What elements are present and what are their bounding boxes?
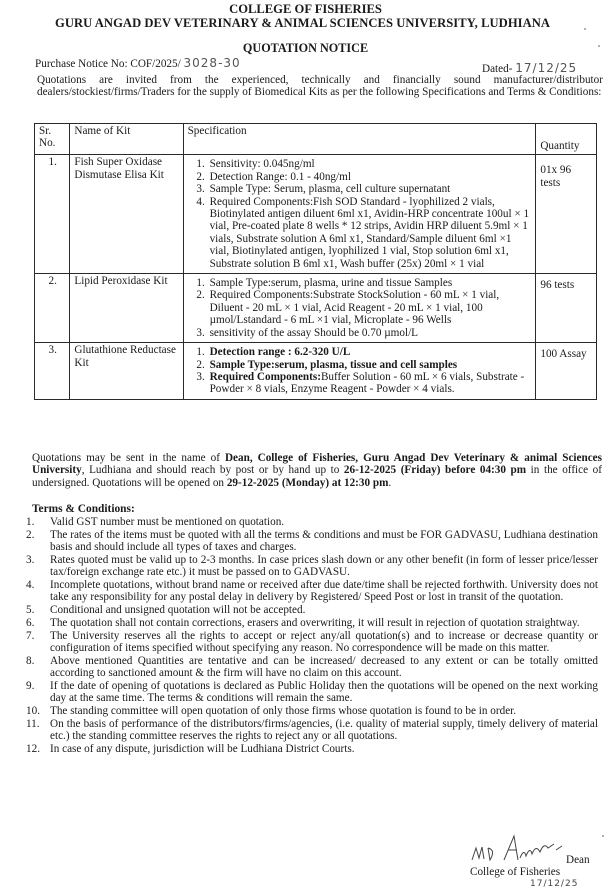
header-sr-no: Sr. No. xyxy=(35,124,70,155)
spec-item: 3. Required Components:Buffer Solution - 60 mL × 6 vials, Substrate - Powder × 8 vials, Enzyme Reagent - Powder × 4 vials. xyxy=(208,371,533,396)
scan-speck xyxy=(584,28,586,30)
term-item: 1. Valid GST number must be mentioned on quotation. xyxy=(26,516,285,528)
document-title: QUOTATION NOTICE xyxy=(242,41,369,55)
table-row xyxy=(35,274,597,343)
table-header-row xyxy=(35,124,597,155)
spec-item: 3. sensitivity of the assay Should be 0.70 µmol/L xyxy=(208,327,533,339)
term-item: 3. Rates quoted must be valid up to 2-3 months. In case prices slash down or any other benefit (in form of lesser price/lesser tax/foreign exchange rate etc.) it must be passed on to GADVASU. xyxy=(26,553,598,579)
term-item: 8. Above mentioned Quantities are tentative and can be increased/ decreased to any extent or can be totally omitted according to sanctioned amount & the firm will have no claim on this account. xyxy=(26,654,598,680)
spec-item: 2. Detection Range: 0.1 - 40ng/ml xyxy=(208,171,533,183)
submission-deadline: 26-12-2025 (Friday) before 04:30 pm xyxy=(343,464,527,477)
term-item: 4. Incomplete quotations, without brand name or received after due date/time shall be rejected forthwith. University does not take any responsibility for any postal delay in delivery by Registered/ Speed Post or lost in transit of the quotation. xyxy=(26,578,598,604)
table-row xyxy=(35,155,597,274)
header-quantity: Quantity xyxy=(536,124,597,155)
spec-item: 1. Detection range : 6.2-320 U/L xyxy=(208,346,533,358)
signature-date: 17/12/25 xyxy=(530,879,579,889)
purchase-notice-number xyxy=(35,57,241,71)
row-specification xyxy=(183,155,536,274)
row-specification xyxy=(183,274,536,343)
scan-speck xyxy=(598,45,600,47)
kit-specification-table xyxy=(34,123,597,400)
term-item: 6. The quotation shall not contain corrections, erasers and overwriting, it will result in rejection of quotation straightway. xyxy=(26,616,580,629)
opening-date: 29-12-2025 (Monday) at 12:30 pm xyxy=(226,476,389,489)
header-specification: Specification xyxy=(183,124,536,155)
signatory-designation: Dean xyxy=(566,854,590,866)
intro-paragraph: Quotations are invited from the experienced, technically and financially sound manufacturer/distributor dealers/stockiest/firms/Traders for the supply of Biomedical Kits as per the following Specifications and Terms & Conditions: xyxy=(37,74,603,99)
spec-item: 3. Sample Type: Serum, plasma, cell culture supernatant xyxy=(208,183,533,195)
header-name-of-kit: Name of Kit xyxy=(70,124,183,155)
terms-list xyxy=(24,516,598,756)
term-item: 10. The standing committee will open quotation of only those firms whose quotation is found to be in order. xyxy=(26,704,517,717)
term-item: 12. In case of any dispute, jurisdiction will be Ludhiana District Courts. xyxy=(26,742,355,755)
term-item: 7. The University reserves all the rights to accept or reject any/all quotation(s) and to increase or decrease quantity or configuration of items specified without specifying any reason. No correspondence will be made on this matter. xyxy=(26,629,598,654)
spec-item: 2. Required Components:Substrate StockSolution - 60 mL × 1 vial, Diluent - 20 mL × 1 vial, Acid Reagent - 20 mL × 1 vial, 100 µmol/Lstandard - 6 mL ×1 vial, Microplate - 96 Wells xyxy=(208,289,533,326)
signature-block xyxy=(470,838,610,888)
spec-item: 1. Sensitivity: 0.045ng/ml xyxy=(208,158,533,170)
row-quantity: 01x 96 tests xyxy=(540,164,572,189)
purchase-notice-label: Purchase Notice No: COF/2025/ xyxy=(35,58,181,70)
row-quantity: 100 Assay xyxy=(540,348,587,361)
submission-notice: Quotations may be sent in the name of Dean, College of Fisheries, Guru Angad Dev Veterinary & animal Sciences University, Ludhiana and should reach by post or by hand up to 26-12-2025 (Friday) before 04:30 pm in the office of undersigned. Quotations will be opened on 29-12-2025 (Monday) at 12:30 pm. xyxy=(32,452,602,489)
row-kit-name: Glutathione Reductase Kit xyxy=(70,343,183,400)
spec-item: 2. Sample Type:serum, plasma, tissue and cell samples xyxy=(208,359,533,371)
term-item: 11. On the basis of performance of the distributors/firms/agencies, (i.e. quality of material supply, timely delivery of material etc.) the standing committee reserves the rights to reject any or all quotations. xyxy=(26,717,598,743)
row-specification xyxy=(183,343,536,400)
handwritten-notice-number: 3028-30 xyxy=(183,56,241,70)
handwritten-date: 17/12/25 xyxy=(515,61,578,75)
row-kit-name: Lipid Peroxidase Kit xyxy=(70,274,183,343)
row-kit-name: Fish Super Oxidase Dismutase Elisa Kit xyxy=(70,155,183,274)
row-sr-no: 3. xyxy=(48,344,57,357)
row-quantity: 96 tests xyxy=(540,279,575,292)
term-item: 2. The rates of the items must be quoted with all the terms & conditions and must be FOR GADVASU, Ludhiana destination basis and should include all types of taxes and charges. xyxy=(26,528,598,554)
dated-label: Dated- xyxy=(482,63,513,75)
university-name: GURU ANGAD DEV VETERINARY & ANIMAL SCIENCES UNIVERSITY, LUDHIANA xyxy=(55,16,551,30)
term-item: 9. If the date of opening of quotations is declared as Public Holiday then the quotations will be opened on the next working day at the same time. The terms & conditions will remain the same. xyxy=(26,679,598,705)
table-row xyxy=(35,343,597,400)
scan-speck xyxy=(602,835,604,837)
spec-item: 1. Sample Type:serum, plasma, urine and tissue Samples xyxy=(208,277,533,289)
signatory-office: College of Fisheries xyxy=(470,866,561,878)
signature-scribble-icon xyxy=(470,830,570,864)
college-name: COLLEGE OF FISHERIES xyxy=(229,2,382,16)
spec-item: 4. Required Components:Fish SOD Standard - lyophilized 2 vials, Biotinylated antigen diluent 6ml x1, Avidin-HRP concentrate 100ul × 1 vial, Pre-coated plate 8 wells * 12 strips, Avidin HRP diluent 5.9ml × 1 vials, Substrate solution A 6ml x1, Standard/Sample diluent 6ml ×1 vial, Biotinylated antigen, lyophilized 1 vial, Stop solution 6ml x1, Substrate solution B 6ml x1, Wash buffer (25x) 20ml × 1 vial xyxy=(208,196,533,270)
terms-heading: Terms & Conditions: xyxy=(32,503,135,515)
term-item: 5. Conditional and unsigned quotation will not be accepted. xyxy=(26,604,306,617)
row-sr-no: 1. xyxy=(48,156,57,169)
addressee: Dean, College of Fisheries, Guru Angad Dev Veterinary & animal Sciences University xyxy=(32,452,602,477)
row-sr-no: 2. xyxy=(48,275,57,288)
